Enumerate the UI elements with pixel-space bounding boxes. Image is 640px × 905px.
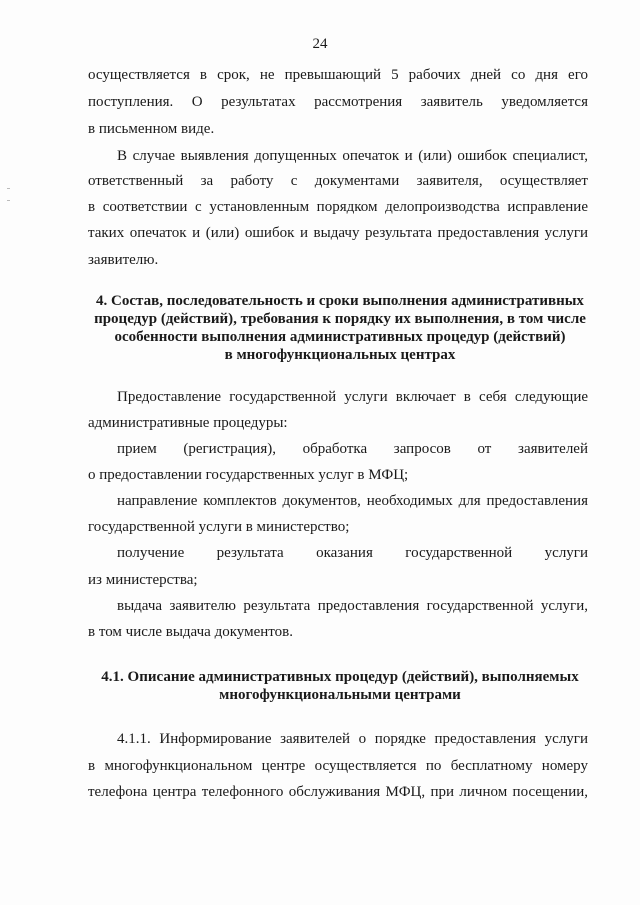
paragraph-line: 4.1.1. Информирование заявителей о порядке предоставления услуги [117,731,588,747]
list-intro-line: административные процедуры: [88,415,288,431]
subsection-heading-line: 4.1. Описание административных процедур (действий), выполняемых [101,669,579,685]
paragraph-line: телефона центра телефонного обслуживания МФЦ, при личном посещении, [88,784,588,800]
paragraph-line: в письменном виде. [88,121,215,137]
paragraph-line: осуществляется в срок, не превышающий 5 рабочих дней со дня его [88,67,588,83]
section-heading-line: 4. Состав, последовательность и сроки выполнения административных [96,293,584,309]
scan-margin-mark [7,188,10,189]
scan-margin-mark [7,200,10,201]
list-item-line: направление комплектов документов, необходимых для предоставления [117,493,588,509]
list-item-line: из министерства; [88,572,198,588]
paragraph-line: в соответствии с установленным порядком делопроизводства исправление [88,199,588,215]
section-heading-line: особенности выполнения административных процедур (действий) [114,329,566,345]
list-item-line: выдача заявителю результата предоставления государственной услуги, [117,598,588,614]
list-item-line: о предоставлении государственных услуг в МФЦ; [88,467,409,483]
list-item-line: государственной услуги в министерство; [88,519,350,535]
list-item-line: прием (регистрация), обработка запросов от заявителей [117,441,588,457]
section-heading-line: процедур (действий), требования к порядку их выполнения, в том числе [94,311,586,327]
list-item-line: получение результата оказания государственной услуги [117,545,588,561]
paragraph-line: заявителю. [88,252,159,268]
paragraph-line: ответственный за работу с документами заявителя, осуществляет [88,173,588,189]
paragraph-line: В случае выявления допущенных опечаток и (или) ошибок специалист, [117,148,588,164]
section-heading-line: в многофункциональных центрах [224,347,456,363]
page-number: 24 [312,36,328,52]
paragraph-line: в многофункциональном центре осуществляется по бесплатному номеру [88,758,588,774]
subsection-heading-line: многофункциональными центрами [219,687,461,703]
list-item-line: в том числе выдача документов. [88,624,293,640]
paragraph-line: таких опечаток и (или) ошибок и выдачу результата предоставления услуги [88,225,588,241]
paragraph-line: поступления. О результатах рассмотрения заявитель уведомляется [88,94,588,110]
list-intro-line: Предоставление государственной услуги включает в себя следующие [117,389,588,405]
